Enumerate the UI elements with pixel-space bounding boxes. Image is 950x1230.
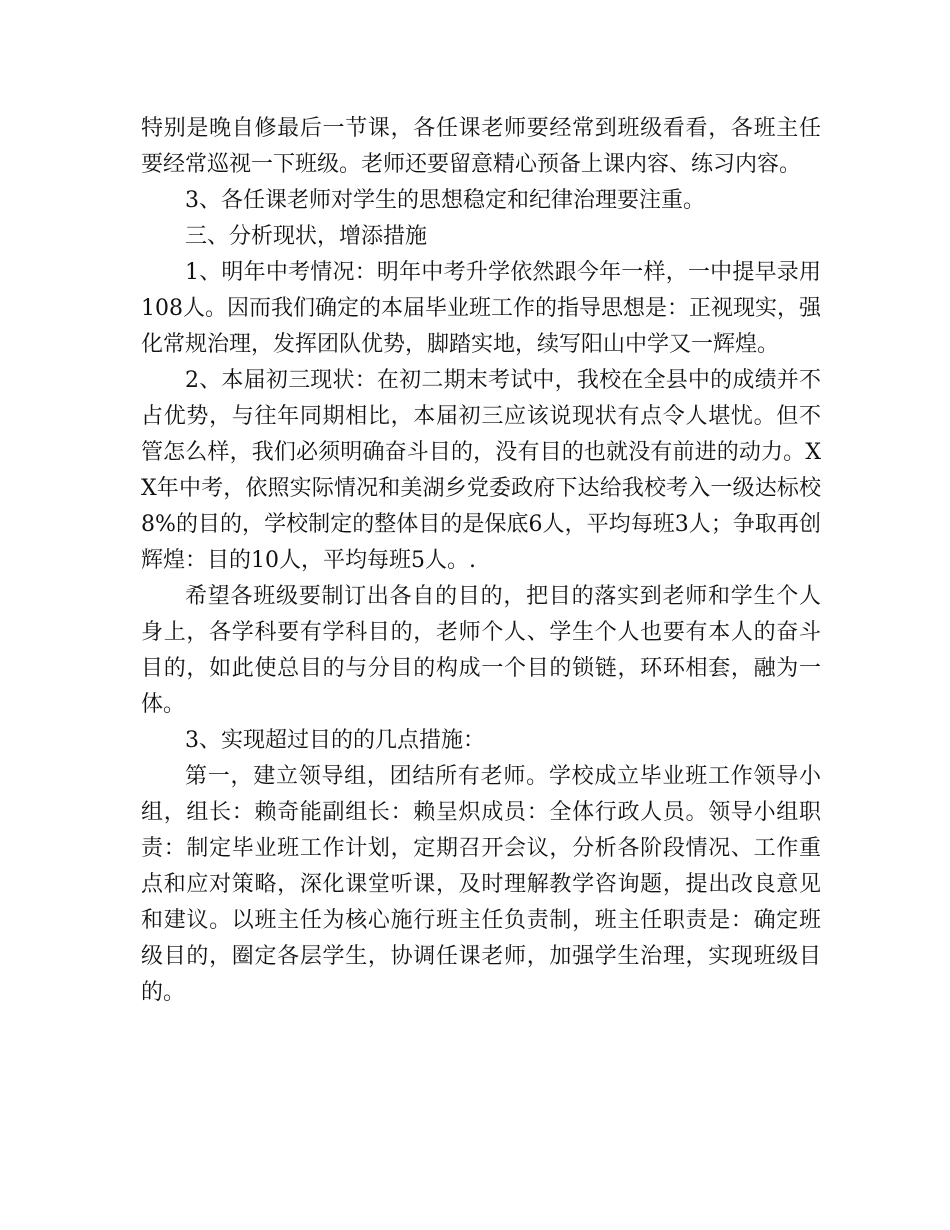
paragraph-continuation: 特别是晚自修最后一节课，各任课老师要经常到班级看看，各班主任要经常巡视一下班级。老师还要留意精心预备上课内容、练习内容。 xyxy=(141,116,821,177)
paragraph-leadership-group: 第一，建立领导组，团结所有老师。学校成立毕业班工作领导小组，组长：赖奇能副组长：赖呈炽成员：全体行政人员。领导小组职责：制定毕业班工作计划，定期召开会议，分析各阶段情况、工作重点和应对策略，深化课堂听课，及时理解教学咨询题，提出改良意见和建议。以班主任为核心施行班主任负责制，班主任职责是：确定班级目的，圈定各层学生，协调任课老师，加强学生治理，实现班级目的。 xyxy=(141,764,821,1005)
paragraph-measures-heading: 3、实现超过目的的几点措施： xyxy=(185,728,485,753)
document-body xyxy=(141,111,821,1011)
paragraph-exam-situation: 1、明年中考情况：明年中考升学依然跟今年一样，一中提早录用108人。因而我们确定的本届毕业班工作的指导思想是：正视现实，强化常规治理，发挥团队优势，脚踏实地，续写阳山中学又一辉煌。 xyxy=(141,260,821,357)
paragraph-class-goals: 希望各班级要制订出各自的目的，把目的落实到老师和学生个人身上，各学科要有学科目的，老师个人、学生个人也要有本人的奋斗目的，如此使总目的与分目的构成一个目的锁链，环环相套，融为一体。 xyxy=(141,584,821,717)
paragraph-item-3-discipline: 3、各任课老师对学生的思想稳定和纪律治理要注重。 xyxy=(185,188,705,213)
paragraph-current-status: 2、本届初三现状：在初二期末考试中，我校在全县中的成绩并不占优势，与往年同期相比，本届初三应该说现状有点令人堪忧。但不管怎么样，我们必须明确奋斗目的，没有目的也就没有前进的动力。XX年中考，依照实际情况和美湖乡党委政府下达给我校考入一级达标校8%的目的，学校制定的整体目的是保底6人，平均每班3人；争取再创辉煌：目的10人，平均每班5人。. xyxy=(141,368,821,573)
section-heading-analysis: 三、分析现状，增添措施 xyxy=(185,224,428,249)
